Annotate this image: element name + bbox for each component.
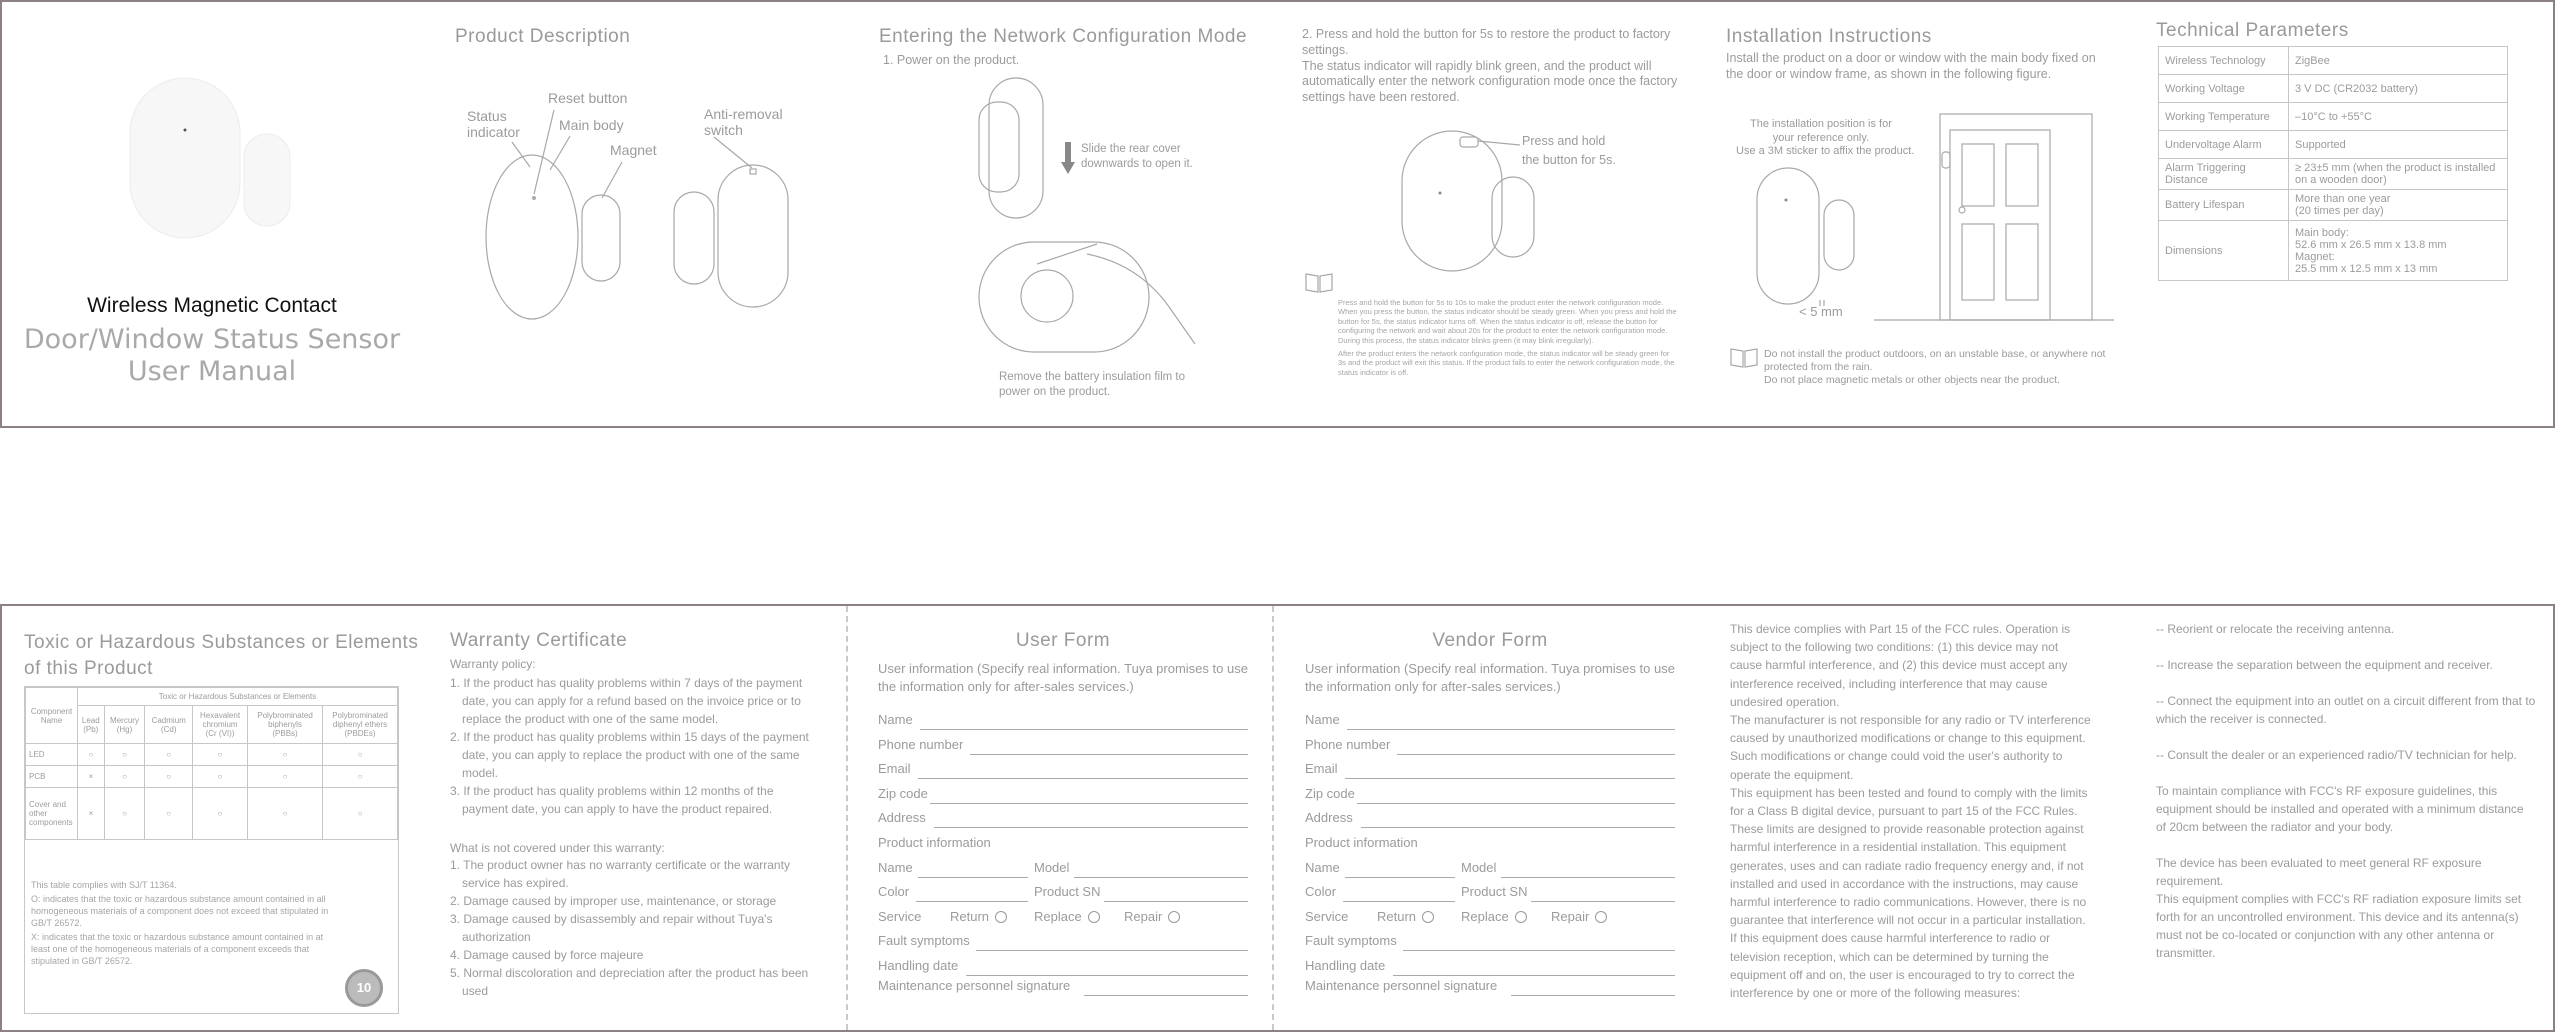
handling-date-line[interactable]: [1393, 975, 1675, 976]
param-value: More than one year (20 times per day): [2289, 190, 2508, 221]
maintenance-signature-line[interactable]: [1084, 995, 1248, 996]
haz-value: ○: [104, 788, 145, 840]
product-sn-line[interactable]: [1531, 901, 1675, 902]
product-sn-line[interactable]: [1104, 901, 1248, 902]
label-anti-removal-switch: Anti-removal switch: [704, 106, 783, 138]
haz-value: ○: [104, 744, 145, 766]
technical-parameters-panel: [2150, 2, 2550, 426]
service-replace-option[interactable]: [1034, 909, 1100, 924]
field-name-line[interactable]: [1347, 729, 1675, 730]
fault-symptoms[interactable]: [1305, 933, 1675, 953]
field-phone-number-line[interactable]: [970, 754, 1248, 755]
haz-header-row: [26, 688, 398, 706]
fcc-measures-panel: [2154, 606, 2544, 1030]
substance-column: Cadmium (Cd): [145, 706, 193, 744]
field-zip-code-label: Zip code: [1305, 785, 1355, 801]
position-note: The installation position is for your reference only.: [1750, 118, 1892, 144]
manual-front-side: [0, 0, 2555, 428]
service-return-option[interactable]: [1377, 909, 1434, 924]
substance-column: Polybrominated biphenyls (PBBs): [248, 706, 323, 744]
reset-step: 2. Press and hold the button for 5s to restore the product to factory settings. The status indicator will rapidly blink green, and the product will automatically enter the network configuration mode once the factory settings have been restored.: [1302, 27, 1678, 105]
maintenance-signature[interactable]: [878, 978, 1248, 998]
model-line[interactable]: [1501, 877, 1675, 878]
label-magnet: Magnet: [610, 142, 657, 158]
user-form-panel: [878, 606, 1248, 1030]
policy-item: 3. If the product has quality problems within 12 months of the payment date, you can apply to have the product repaired.: [450, 784, 774, 816]
field-name[interactable]: [878, 712, 1248, 732]
handling-date-label: Handling date: [878, 958, 959, 973]
param-value: ≥ 23±5 mm (when the product is installed on a wooden door): [2289, 159, 2508, 190]
param-value: ZigBee: [2289, 47, 2508, 75]
field-phone-number-label: Phone number: [878, 736, 964, 752]
service-repair-radio[interactable]: [1168, 911, 1180, 923]
not-covered-item: 5. Normal discoloration and depreciation after the product has been used: [450, 966, 809, 998]
installation-notes: [1764, 348, 2124, 387]
sticker-note: Use a 3M sticker to affix the product.: [1736, 145, 1915, 157]
haz-value: ○: [145, 788, 193, 840]
service-label: Service: [1305, 908, 1349, 924]
environmental-badge: 10: [345, 969, 383, 1007]
color-sn-row[interactable]: [1305, 884, 1675, 904]
product-name-label: Name: [878, 859, 913, 875]
installation-panel: [1724, 2, 2124, 426]
service-replace-option[interactable]: [1461, 909, 1527, 924]
product-name-line[interactable]: [918, 877, 1028, 878]
field-name-label: Name: [878, 712, 913, 727]
service-repair-option[interactable]: [1124, 909, 1180, 924]
field-name-label: Name: [1305, 712, 1340, 727]
component-name: PCB: [26, 766, 78, 788]
param-name: Dimensions: [2159, 221, 2289, 281]
field-email-line[interactable]: [918, 778, 1248, 779]
hazardous-footnotes: [31, 879, 341, 967]
product-sn-label: Product SN: [1461, 884, 1528, 900]
service-return-radio[interactable]: [1422, 911, 1434, 923]
product-description-panel: [452, 2, 872, 426]
product-info-label: Product information: [1305, 835, 1418, 850]
handling-date[interactable]: [1305, 958, 1675, 978]
warranty-policy-list: [450, 674, 816, 818]
policy-item: 1. If the product has quality problems within 7 days of the payment date, you can apply for a refund based on the invoice price or to replace the product with one of the same model.: [450, 676, 803, 726]
fcc-measure: -- Consult the dealer or an experienced radio/TV technician for help.: [2156, 748, 2517, 762]
param-value: Main body: 52.6 mm x 26.5 mm x 13.8 mm Magnet: 25.5 mm x 12.5 mm x 13 mm: [2289, 221, 2508, 281]
fold-line-1: [846, 606, 848, 1030]
product-outline-diagram: [452, 2, 872, 430]
haz-value: ○: [248, 788, 323, 840]
haz-value: ○: [145, 744, 193, 766]
product-sn-label: Product SN: [1034, 884, 1101, 900]
hazardous-title: Toxic or Hazardous Substances or Elements of this Product: [24, 632, 419, 679]
service-return-radio[interactable]: [995, 911, 1007, 923]
haz-value: ○: [248, 766, 323, 788]
param-row: [2159, 131, 2508, 159]
field-zip-code-label: Zip code: [878, 785, 928, 801]
footnote-2: O: indicates that the toxic or hazardous substance amount contained in all homogeneous materials of a component does not exceed that stipulated in GB/T 26572.: [31, 894, 329, 928]
vendor-form-intro: User information (Specify real information. Tuya promises to use the information only for after-sales services.): [1305, 661, 1675, 694]
field-zip-code-line[interactable]: [930, 803, 1248, 804]
haz-value: ○: [248, 744, 323, 766]
cover-subtitle: User Manual: [127, 356, 297, 387]
field-address-line[interactable]: [934, 827, 1248, 828]
warranty-policy-title: Warranty policy:: [450, 657, 536, 671]
substance-column: Hexavalent chromium (Cr (VI)): [193, 706, 248, 744]
product-line: Wireless Magnetic Contact: [87, 294, 337, 317]
field-address-label: Address: [878, 810, 926, 826]
service-return-option[interactable]: [950, 909, 1007, 924]
installation-note-2: Do not place magnetic metals or other objects near the product.: [1764, 374, 2060, 386]
field-name[interactable]: [1305, 712, 1675, 732]
model-label: Model: [1461, 859, 1497, 875]
fault-symptoms-label: Fault symptoms: [1305, 933, 1397, 949]
warranty-title: Warranty Certificate: [450, 630, 628, 651]
param-value: 3 V DC (CR2032 battery): [2289, 75, 2508, 103]
param-row: [2159, 221, 2508, 281]
manual-back-side: [0, 604, 2555, 1032]
field-email-label: Email: [1305, 761, 1338, 777]
cover-panel: [2, 2, 432, 426]
battery-insulation-illustration: [977, 234, 1197, 354]
fcc-measure: -- Connect the equipment into an outlet on a circuit different from that to which the receiver is connected.: [2156, 694, 2536, 726]
sensor-product-image: [122, 72, 302, 242]
footnote-1: This table complies with SJ/T 11364.: [31, 880, 177, 890]
field-email-label: Email: [878, 761, 911, 777]
warranty-panel: [448, 606, 828, 1030]
haz-row: [26, 788, 398, 840]
footnote-3: X: indicates that the toxic or hazardous substance amount contained in at least one of the homogeneous materials of a component exceeds that stipulated in GB/T 26572.: [31, 932, 324, 966]
battery-film-note: Remove the battery insulation film to power on the product.: [999, 371, 1186, 398]
vendor-form-title: Vendor Form: [1432, 630, 1548, 651]
substance-column: Mercury (Hg): [104, 706, 145, 744]
arrow-down-icon: [1061, 142, 1075, 174]
product-name-label: Name: [1305, 859, 1340, 875]
fault-symptoms[interactable]: [878, 933, 1248, 953]
field-address-label: Address: [1305, 810, 1353, 826]
not-covered-item: 2. Damage caused by improper use, maintenance, or storage: [450, 894, 777, 908]
service-return-label: Return: [1377, 908, 1417, 924]
field-zip-code[interactable]: [878, 786, 1248, 806]
user-form-title: User Form: [1015, 630, 1111, 651]
field-email[interactable]: [1305, 761, 1675, 781]
reset-notes: [1338, 298, 1678, 377]
haz-value: ○: [78, 744, 105, 766]
haz-value: ○: [323, 788, 398, 840]
fcc-measures: [2156, 620, 2536, 782]
handling-date[interactable]: [878, 958, 1248, 978]
component-header: Component Name: [26, 688, 78, 744]
field-name-line[interactable]: [920, 729, 1248, 730]
fault-symptoms-line[interactable]: [1403, 950, 1675, 951]
param-row: [2159, 190, 2508, 221]
book-icon: [1304, 272, 1334, 294]
not-covered-item: 3. Damage caused by disassembly and repair without Tuya's authorization: [450, 912, 773, 944]
installation-note-1: Do not install the product outdoors, on an unstable base, or anywhere not protected from the rain.: [1764, 348, 2106, 373]
product-description-title: Product Description: [455, 26, 631, 47]
rf-evaluation-text: The device has been evaluated to meet general RF exposure requirement. This equipment complies with FCC's RF radiation exposure limits set forth for an uncontrolled environment. This device and its antenna(s) must not be co-located or conjunction with any other antenna or transmitter.: [2156, 856, 2522, 960]
network-config-title: Entering the Network Configuration Mode: [879, 26, 1248, 47]
fold-line-2: [1272, 606, 1274, 1030]
maintenance-signature-line[interactable]: [1511, 995, 1675, 996]
service-repair-option[interactable]: [1551, 909, 1607, 924]
gap-label: < 5 mm: [1799, 304, 1843, 319]
color-line[interactable]: [916, 901, 1028, 902]
technical-parameters-title: Technical Parameters: [2156, 20, 2349, 41]
user-form-intro: User information (Specify real information. Tuya promises to use the information only for after-sales services.): [878, 661, 1248, 694]
param-row: [2159, 103, 2508, 131]
color-label: Color: [1305, 884, 1337, 900]
service-repair-label: Repair: [1551, 908, 1590, 924]
haz-row: [26, 744, 398, 766]
substances-header: Toxic or Hazardous Substances or Elements: [78, 688, 398, 706]
product-name-model-row[interactable]: [878, 860, 1248, 880]
component-name: LED: [26, 744, 78, 766]
hazardous-panel: [2, 606, 422, 1030]
field-zip-code-line[interactable]: [1357, 803, 1675, 804]
param-name: Alarm Triggering Distance: [2159, 159, 2289, 190]
not-covered-title: What is not covered under this warranty:: [450, 841, 665, 855]
haz-value: ○: [193, 788, 248, 840]
slide-cover-note: Slide the rear cover downwards to open it.: [1081, 143, 1193, 170]
fcc-measure: -- Increase the separation between the equipment and receiver.: [2156, 658, 2493, 672]
hazardous-box: [24, 686, 399, 1014]
hazardous-table: [25, 687, 398, 840]
product-name-line[interactable]: [1345, 877, 1455, 878]
service-repair-radio[interactable]: [1595, 911, 1607, 923]
color-label: Color: [878, 884, 910, 900]
maintenance-signature-label: Maintenance personnel signature: [878, 978, 1071, 993]
network-configuration-panel: [877, 2, 1297, 426]
param-name: Working Voltage: [2159, 75, 2289, 103]
service-replace-label: Replace: [1461, 908, 1509, 924]
field-zip-code[interactable]: [1305, 786, 1675, 806]
haz-value: ×: [78, 766, 105, 788]
param-row: [2159, 47, 2508, 75]
param-name: Wireless Technology: [2159, 47, 2289, 75]
not-covered-list: [450, 856, 816, 1000]
field-phone-number-line[interactable]: [1397, 754, 1675, 755]
service-replace-radio[interactable]: [1515, 911, 1527, 923]
maintenance-signature[interactable]: [1305, 978, 1675, 998]
handling-date-line[interactable]: [966, 975, 1248, 976]
power-on-step: 1. Power on the product.: [883, 53, 1020, 67]
policy-item: 2. If the product has quality problems within 15 days of the payment date, you can apply to replace the product with one of the same model.: [450, 730, 809, 780]
reset-note-1: Press and hold the button for 5s to 10s to make the product enter the network configuration mode. When you press the button, the status indicator should be steady green. When you press and hold the button for 5s, the status indicator turns off. When the status indicator is off, release the button for configuring the network and wait about 20s for the product to enter the network configuration mode. During this process, the status indicator blinks green (it may blink irregularly).: [1338, 298, 1677, 345]
field-address[interactable]: [1305, 810, 1675, 830]
service-row: [878, 909, 1248, 929]
label-main-body: Main body: [559, 117, 624, 133]
press-hold-note: Press and hold the button for 5s.: [1522, 134, 1616, 167]
label-status-indicator: Status indicator: [467, 108, 520, 140]
param-name: Battery Lifespan: [2159, 190, 2289, 221]
handling-date-label: Handling date: [1305, 958, 1386, 973]
haz-value: ×: [78, 788, 105, 840]
param-value: –10°C to +55°C: [2289, 103, 2508, 131]
haz-value: ○: [193, 744, 248, 766]
product-name-model-row[interactable]: [1305, 860, 1675, 880]
service-replace-radio[interactable]: [1088, 911, 1100, 923]
not-covered-item: 4. Damage caused by force majeure: [450, 948, 644, 962]
haz-value: ○: [104, 766, 145, 788]
field-email-line[interactable]: [1345, 778, 1675, 779]
service-repair-label: Repair: [1124, 908, 1163, 924]
service-return-label: Return: [950, 908, 990, 924]
field-address[interactable]: [878, 810, 1248, 830]
param-name: Working Temperature: [2159, 103, 2289, 131]
color-line[interactable]: [1343, 901, 1455, 902]
label-reset-button: Reset button: [548, 90, 628, 106]
fcc-statement: This device complies with Part 15 of the FCC rules. Operation is subject to the following two conditions: (1) this device may not cause harmful interference, and (2) this device must accept any interference received, including interference that may cause undesired operation. The manufacturer is not responsible for any radio or TV interference caused by unauthorized modifications or change to this equipment. Such modifications or change could void the user's authority to operate the equipment. This equipment has been tested and found to comply with the limits for a Class B digital device, pursuant to part 15 of the FCC Rules. These limits are designed to provide reasonable protection against harmful interference in a residential installation. This equipment generates, uses and can radiate radio frequency energy and, if not installed and used in accordance with the instructions, may cause harmful interference to radio communications. However, there is no guarantee that interference will not occur in a particular installation. If this equipment does cause harmful interference to radio or television reception, which can be determined by turning the equipment off and on, the user is encouraged to try to correct the interference by one or more of the following measures:: [1730, 622, 2091, 1001]
model-line[interactable]: [1074, 877, 1248, 878]
fcc-measure: -- Reorient or relocate the receiving antenna.: [2156, 622, 2395, 636]
haz-value: ○: [323, 766, 398, 788]
haz-row: [26, 766, 398, 788]
book-icon-installation: [1729, 347, 1759, 369]
substance-column: Lead (Pb): [78, 706, 105, 744]
maintenance-signature-label: Maintenance personnel signature: [1305, 978, 1498, 993]
model-label: Model: [1034, 859, 1070, 875]
service-replace-label: Replace: [1034, 908, 1082, 924]
haz-value: ○: [145, 766, 193, 788]
param-name: Undervoltage Alarm: [2159, 131, 2289, 159]
fcc-panel: [1728, 606, 2098, 1030]
substance-column: Polybrominated diphenyl ethers (PBDEs): [323, 706, 398, 744]
vendor-form-panel: [1305, 606, 1675, 1030]
service-row: [1305, 909, 1675, 929]
field-phone-number-label: Phone number: [1305, 736, 1391, 752]
reset-panel: [1300, 2, 1700, 426]
product-info-label: Product information: [878, 835, 991, 850]
param-row: [2159, 75, 2508, 103]
not-covered-item: 1. The product owner has no warranty certificate or the warranty service has expired.: [450, 858, 790, 890]
field-phone-number[interactable]: [1305, 737, 1675, 757]
technical-parameters-table: [2158, 46, 2508, 281]
param-row: [2159, 159, 2508, 190]
haz-columns-row: [26, 706, 398, 744]
haz-value: ○: [193, 766, 248, 788]
color-sn-row[interactable]: [878, 884, 1248, 904]
cover-title: Door/Window Status Sensor: [23, 324, 401, 355]
reset-note-2: After the product enters the network configuration mode, the status indicator will be steady green for 3s and the product will exit this status. If the product fails to enter the network configuration mode, the status indicator is off.: [1338, 349, 1675, 377]
fault-symptoms-label: Fault symptoms: [878, 933, 970, 949]
field-email[interactable]: [878, 761, 1248, 781]
installation-title: Installation Instructions: [1726, 26, 1932, 47]
service-label: Service: [878, 908, 922, 924]
component-name: Cover and other components: [26, 788, 78, 840]
open-cover-illustration: [977, 72, 1057, 222]
installation-intro: Install the product on a door or window with the main body fixed on the door or window frame, as shown in the following figure.: [1726, 51, 2096, 81]
field-address-line[interactable]: [1361, 827, 1675, 828]
fault-symptoms-line[interactable]: [976, 950, 1248, 951]
haz-value: ○: [323, 744, 398, 766]
param-value: Supported: [2289, 131, 2508, 159]
field-phone-number[interactable]: [878, 737, 1248, 757]
rf-exposure-text: To maintain compliance with FCC's RF exposure guidelines, this equipment should be installed and operated with a minimum distance of 20cm between the radiator and your body.: [2156, 784, 2524, 834]
